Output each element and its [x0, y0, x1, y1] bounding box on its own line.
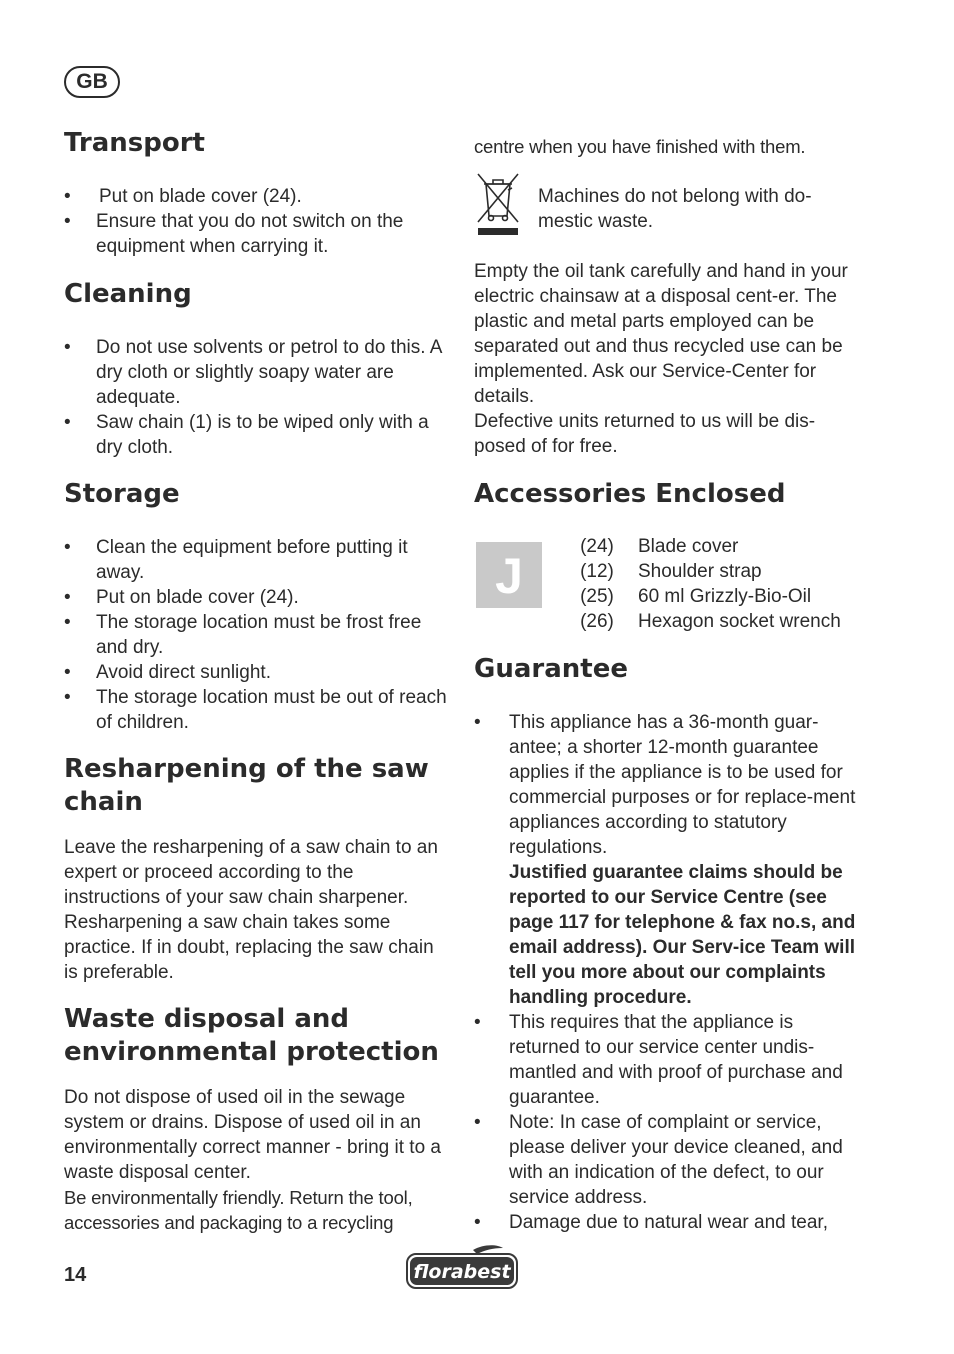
resharpening-text: Leave the resharpening of a saw chain to an expert or proceed according to the instructions of your saw chain sharpener. Resharpening a saw chain takes some practice. If in doubt, replacing the saw chain is preferable.: [64, 837, 438, 983]
waste-paragraph-2: Be environmentally friendly. Return the tool, accessories and packaging to a recycling: [64, 1187, 413, 1233]
list-item: • Clean the equipment before putting it away.: [64, 535, 452, 585]
guarantee-heading: Guarantee: [474, 654, 628, 684]
list-item: • Do not use solvents or petrol to do this. A dry cloth or slightly soapy water are adequate.: [64, 335, 449, 410]
waste-heading: Waste disposal and environmental protection: [64, 1004, 439, 1067]
crossed-out-wheelie-bin-icon: [474, 170, 522, 238]
list-item: • Avoid direct sunlight.: [64, 660, 452, 685]
waste-paragraph-2-continued: centre when you have finished with them.: [474, 136, 806, 157]
list-item: • Note: In case of complaint or service, please deliver your device cleaned, and with an indication of the defect, to our service address.: [474, 1110, 856, 1210]
table-row: (26) Hexagon socket wrench: [580, 611, 841, 632]
machines-note: Machines do not belong with do-mestic waste.: [538, 186, 812, 232]
table-row: (25) 60 ml Grizzly-Bio-Oil: [580, 586, 812, 607]
list-item: • This requires that the appliance is returned to our service center undis-mantled and with proof of purchase and guarantee.: [474, 1010, 856, 1110]
table-row: (12) Shoulder strap: [580, 561, 762, 582]
storage-list: [64, 535, 452, 735]
accessories-heading: Accessories Enclosed: [474, 479, 786, 509]
accessory-j-icon: [476, 542, 542, 608]
transport-heading: Transport: [64, 128, 205, 158]
page-number: 14: [64, 1264, 87, 1286]
florabest-logo: [405, 1242, 519, 1290]
waste-paragraph-3: Empty the oil tank carefully and hand in your electric chainsaw at a disposal cent-er. The plastic and metal parts employed can be separated out and thus recycled use can be implemented. Ask our Service-Center for details.: [474, 261, 848, 407]
table-row: (24) Blade cover: [580, 536, 739, 557]
list-item: • The storage location must be frost free and dry.: [64, 610, 452, 660]
svg-text:florabest: florabest: [413, 1261, 511, 1283]
waste-paragraph-4: Defective units returned to us will be dis-posed of for free.: [474, 411, 816, 457]
accessories-table: [556, 534, 841, 634]
language-badge: GB: [64, 66, 120, 98]
list-item: • Damage due to natural wear and tear,: [474, 1210, 856, 1235]
list-item: • Saw chain (1) is to be wiped only with a dry cloth.: [64, 410, 449, 460]
svg-text:J: J: [495, 548, 523, 604]
storage-heading: Storage: [64, 479, 180, 509]
list-item: • This appliance has a 36-month guar-antee; a shorter 12-month guarantee applies if the appliance is to be used for commercial purposes or for replace-ment appliances according to statutory regulations. Justified guarantee claims should be reported to our Service Centre (see page 117 for telephone & fax no.s, and email address). Our Serv-ice Team will tell you more about our complaints handling procedure.: [474, 710, 856, 1010]
cleaning-heading: Cleaning: [64, 279, 192, 309]
guarantee-list: [474, 710, 856, 1235]
list-item: • Put on blade cover (24).: [64, 184, 444, 209]
waste-paragraph-1: Do not dispose of used oil in the sewage system or drains. Dispose of used oil in an environmentally correct manner - bring it to a waste disposal center.: [64, 1087, 441, 1183]
list-item: • Put on blade cover (24).: [64, 585, 452, 610]
list-item: • The storage location must be out of reach of children.: [64, 685, 452, 735]
transport-list: [64, 184, 444, 259]
cleaning-list: [64, 335, 449, 460]
list-item: • Ensure that you do not switch on the equipment when carrying it.: [64, 209, 444, 259]
resharpening-heading: Resharpening of the saw chain: [64, 754, 429, 817]
